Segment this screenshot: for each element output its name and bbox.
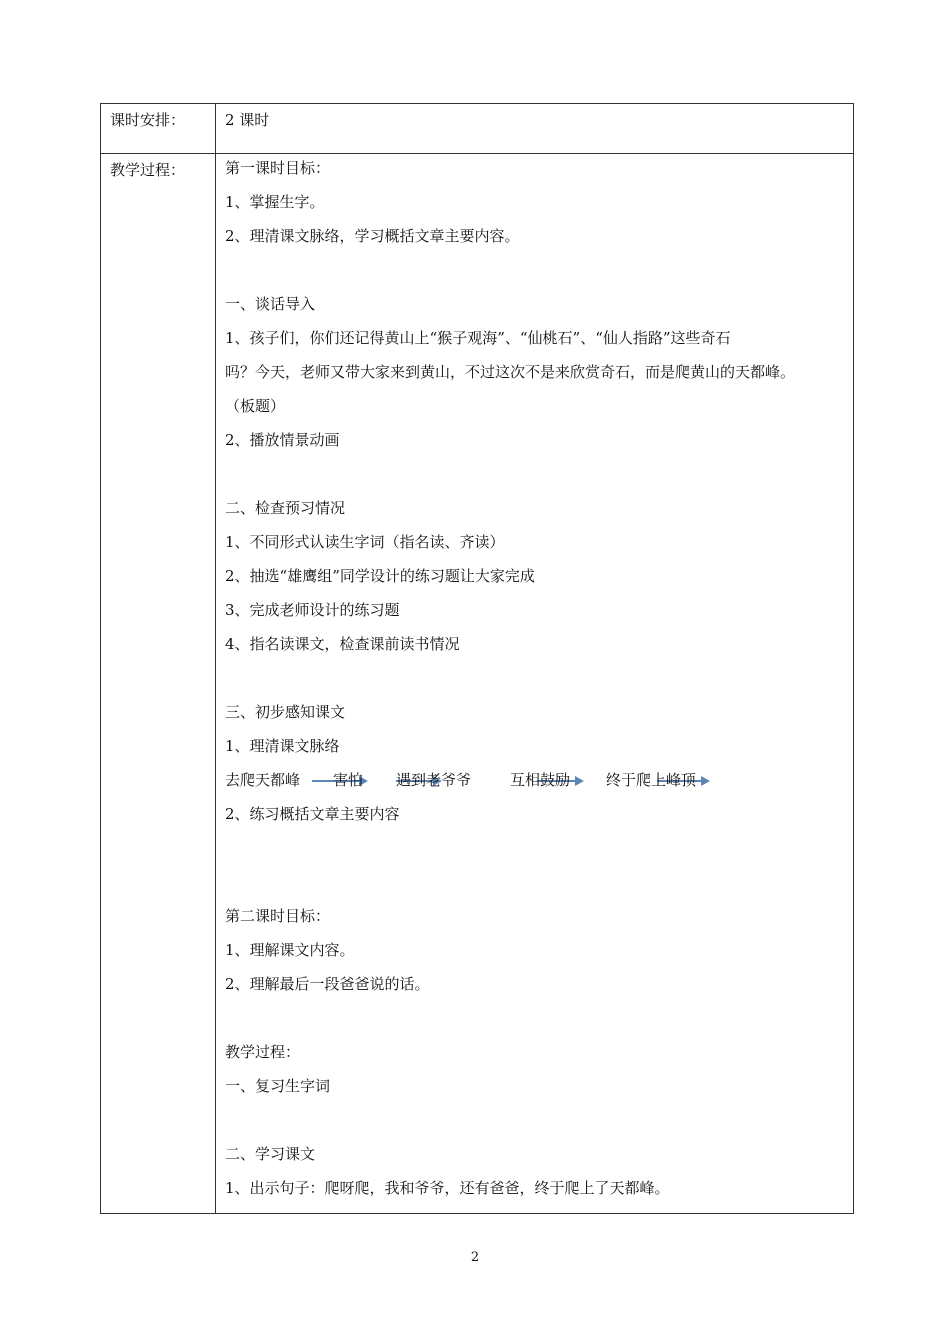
flow-step-4: 互相鼓励	[510, 771, 571, 789]
lesson1-goal-2: 2、理清课文脉络，学习概括文章主要内容。	[225, 227, 520, 245]
section2-item2: 2、抽选“雄鹰组”同学设计的练习题让大家完成	[225, 567, 535, 585]
section3-item1: 1、理清课文脉络	[225, 737, 340, 755]
spacer	[225, 1009, 853, 1043]
section2-item4: 4、指名读课文，检查课前读书情况	[225, 635, 460, 653]
section2-item1: 1、不同形式认读生字词（指名读、齐读）	[225, 533, 505, 551]
spacer	[225, 261, 853, 295]
flow-step-5: 终于爬上峰顶	[606, 771, 697, 789]
spacer	[225, 669, 853, 703]
section3-item2: 2、练习概括文章主要内容	[225, 805, 400, 823]
schedule-value-cell	[216, 104, 854, 154]
section1-item2: 2、播放情景动画	[225, 431, 340, 449]
section2-item3: 3、完成老师设计的练习题	[225, 601, 400, 619]
process-title: 教学过程：	[225, 1043, 301, 1061]
process-content	[216, 154, 853, 1213]
process-label-cell	[101, 154, 216, 1214]
lesson1-goal-title: 第一课时目标：	[225, 159, 331, 177]
spacer	[225, 1111, 853, 1145]
process-content-cell	[216, 154, 854, 1214]
flow-step-1: 去爬天都峰	[225, 771, 301, 789]
process-label: 教学过程：	[110, 161, 186, 179]
schedule-label: 课时安排：	[110, 111, 186, 129]
story-flow	[225, 771, 853, 805]
review-title: 一、复习生字词	[225, 1077, 331, 1095]
process-row	[101, 154, 854, 1214]
schedule-label-cell	[101, 104, 216, 154]
flow-step-2: 害怕	[333, 771, 364, 789]
section2-title: 二、检查预习情况	[225, 499, 346, 517]
section1-title: 一、谈话导入	[225, 295, 316, 313]
spacer	[225, 465, 853, 499]
schedule-value: 2 课时	[225, 111, 270, 129]
lesson-plan-table	[100, 103, 854, 1214]
lesson2-goal-title: 第二课时目标：	[225, 907, 331, 925]
study-title: 二、学习课文	[225, 1145, 316, 1163]
section1-paragraph-line1: 1、孩子们，你们还记得黄山上“猴子观海”、“仙桃石”、“仙人指路”这些奇石	[225, 329, 731, 347]
schedule-row	[101, 104, 854, 154]
lesson1-goal-1: 1、掌握生字。	[225, 193, 325, 211]
section3-title: 三、初步感知课文	[225, 703, 346, 721]
study-item1: 1、出示句子：爬呀爬，我和爷爷，还有爸爸，终于爬上了天都峰。	[225, 1179, 670, 1197]
section1-paragraph-line2: 吗？今天，老师又带大家来到黄山，不过这次不是来欣赏奇石，而是爬黄山的天都峰。	[225, 363, 796, 381]
lesson2-goal-1: 1、理解课文内容。	[225, 941, 355, 959]
section1-paragraph-line3: （板题）	[225, 397, 286, 415]
spacer	[225, 839, 853, 907]
page-number: 2	[470, 1250, 480, 1265]
flow-step-3: 遇到老爷爷	[396, 771, 472, 789]
lesson2-goal-2: 2、理解最后一段爸爸说的话。	[225, 975, 430, 993]
